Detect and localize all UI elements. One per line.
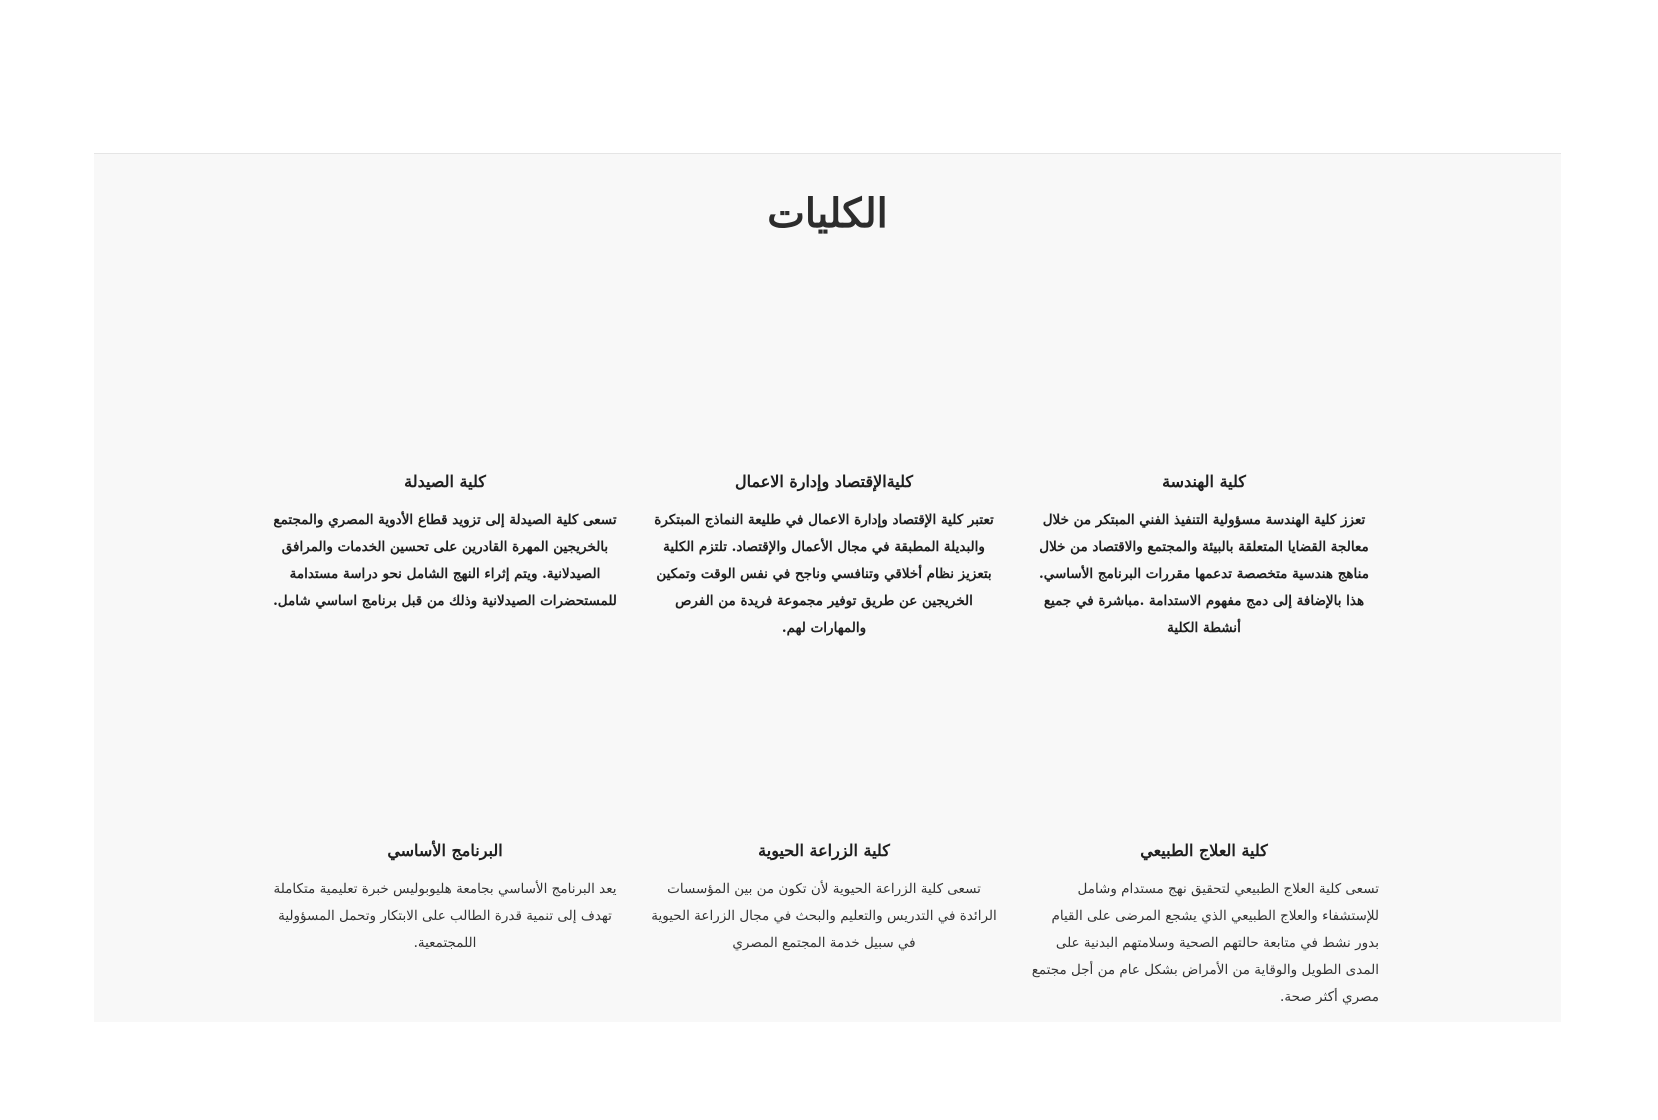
faculty-title[interactable]: كلية الزراعة الحيوية — [758, 841, 890, 860]
faculty-title[interactable]: كلية الصيدلة — [404, 472, 486, 491]
faculty-description: يعد البرنامج الأساسي بجامعة هليوبوليس خبرة تعليمية متكاملة تهدف إلى تنمية قدرة الطالب على الابتكار وتحمل المسؤولية اللمجتمعية. — [273, 881, 617, 951]
faculty-card-biotech-agriculture — [649, 840, 999, 957]
faculties-section — [94, 153, 1561, 1022]
faculty-card-economics — [649, 471, 999, 642]
faculty-description: تعتبر كلية الإقتصاد وإدارة الاعمال في طليعة النماذج المبتكرة والبديلة المطبقة في مجال الأعمال والإقتصاد. تلتزم الكلية بتعزيز نظام أخلاقي وتنافسي وناجح في نفس الوقت وتمكين الخريجين عن طريق توفير مجموعة فريدة من الفرص والمهارات لهم. — [654, 512, 994, 636]
faculty-title[interactable]: البرنامج الأساسي — [387, 841, 503, 860]
section-title: الكليات — [767, 190, 888, 237]
faculty-card-pharmacy — [270, 471, 620, 615]
faculty-description: تسعى كلية العلاج الطبيعي لتحقيق نهج مستدام وشامل للإستشفاء والعلاج الطبيعي الذي يشجع المرضى على القيام بدور نشط في متابعة حالتهم الصحية وسلامتهم البدنية على المدى الطويل والوقاية من الأمراض بشكل عام من أجل مجتمع مصري أكثر صحة. — [1031, 881, 1379, 1005]
faculty-title[interactable]: كلية العلاج الطبيعي — [1140, 841, 1268, 860]
faculty-title[interactable]: كلية الهندسة — [1162, 472, 1246, 491]
faculty-description: تسعى كلية الصيدلة إلى تزويد قطاع الأدوية المصري والمجتمع بالخريجين المهرة القادرين على تحسين الخدمات والمرافق الصيدلانية. ويتم إثراء النهج الشامل نحو دراسة مستدامة للمستحضرات الصيدلانية وذلك من قبل برنامج اساسي شامل. — [273, 512, 617, 609]
faculty-card-engineering — [1029, 471, 1379, 642]
faculty-card-core-program — [270, 840, 620, 957]
faculty-title[interactable]: كليةالإقتصاد وإدارة الاعمال — [734, 472, 914, 491]
faculty-card-physical-therapy — [1029, 840, 1379, 1011]
faculty-description: تسعى كلية الزراعة الحيوية لأن تكون من بين المؤسسات الرائدة في التدريس والتعليم والبحث في مجال الزراعة الحيوية في سبيل خدمة المجتمع المصري — [651, 881, 997, 951]
faculty-description: تعزز كلية الهندسة مسؤولية التنفيذ الفني المبتكر من خلال معالجة القضايا المتعلقة بالبيئة والمجتمع والاقتصاد من خلال مناهج هندسية متخصصة تدعمها مقررات البرنامج الأساسي. هذا بالإضافة إلى دمج مفهوم الاستدامة .مباشرة في جميع أنشطة الكلية — [1039, 512, 1369, 636]
